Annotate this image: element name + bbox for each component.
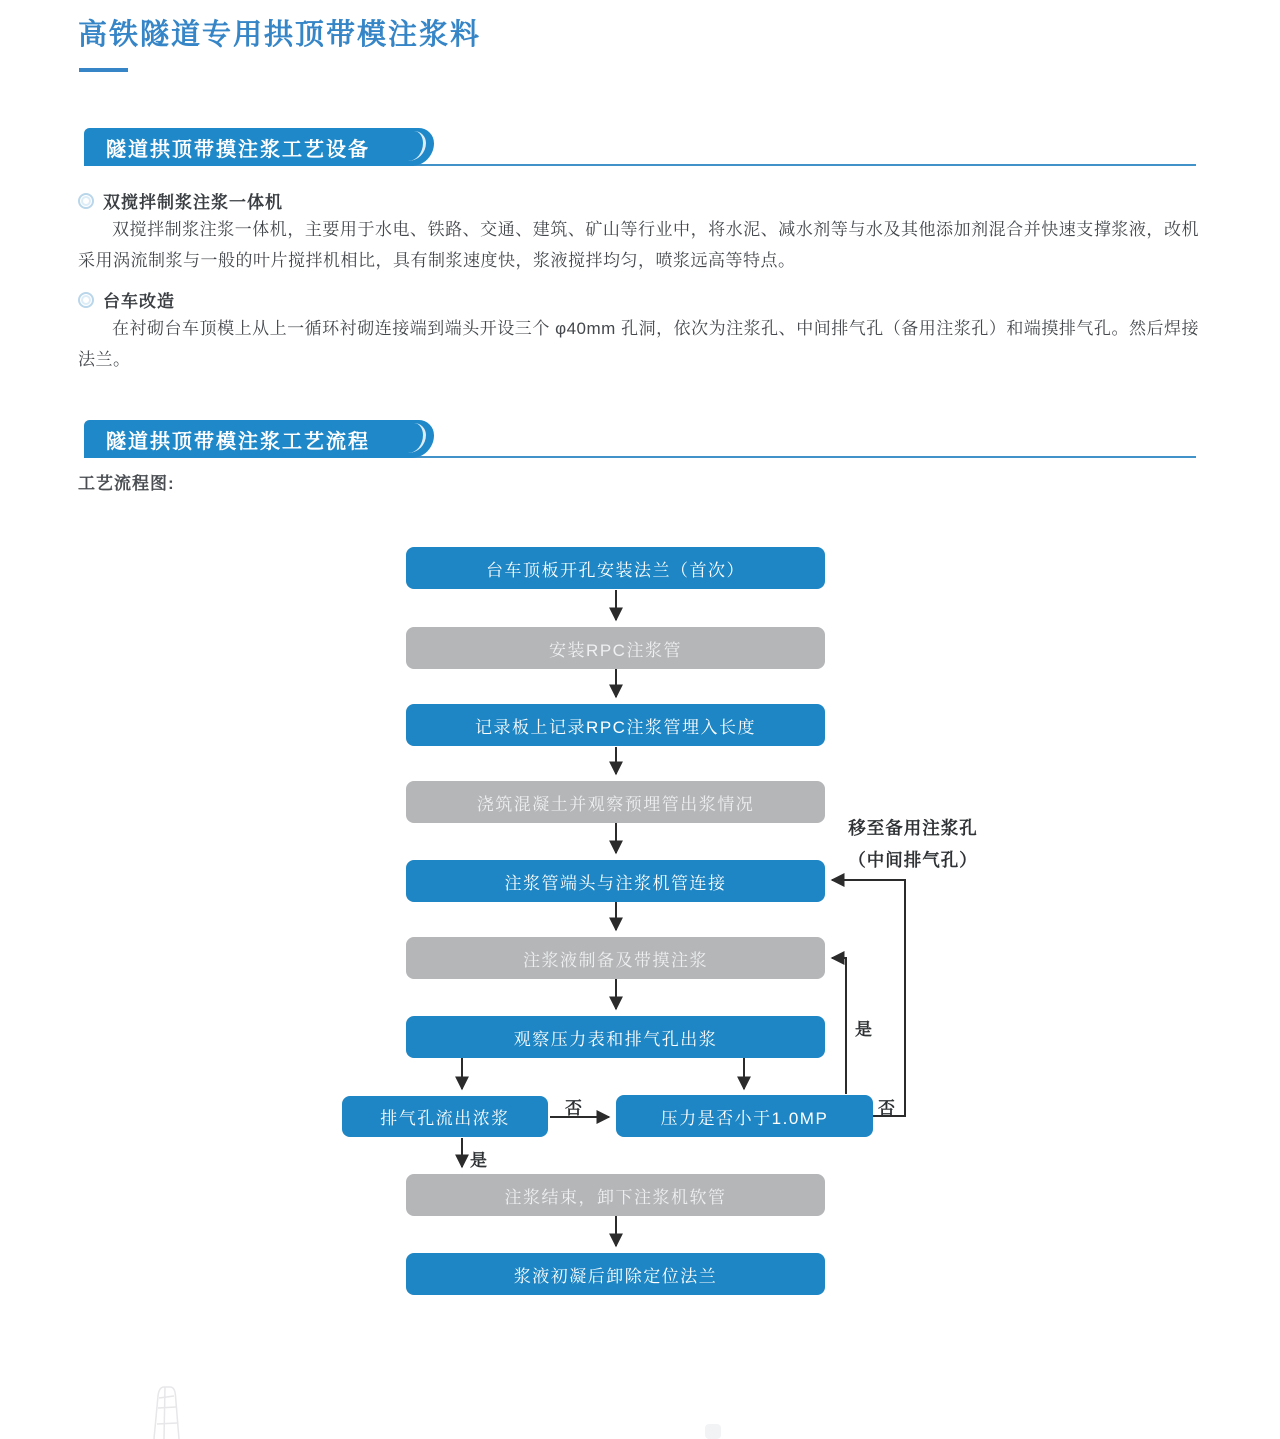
flow-decision-vent-thick-grout: 排气孔流出浓浆	[342, 1096, 548, 1137]
item-heading-mixer-text: 双搅拌制浆注浆一体机	[103, 193, 283, 212]
edge-label-yes-up: 是	[855, 1020, 872, 1039]
edge-label-no-right: 否	[878, 1099, 895, 1118]
item-heading-mixer	[78, 188, 283, 213]
title-underline	[79, 68, 128, 72]
flow-step-drill-install-flange: 台车顶板开孔安装法兰（首次）	[406, 547, 825, 589]
page-title: 高铁隧道专用拱顶带模注浆料	[78, 19, 482, 51]
flow-step-record-embed-length: 记录板上记录RPC注浆管埋入长度	[406, 704, 825, 746]
flow-decision-pressure-below-1mp: 压力是否小于1.0MP	[616, 1095, 873, 1137]
section-banner-equipment	[84, 128, 434, 166]
paragraph-trolley: 在衬砌台车顶模上从上一循环衬砌连接端到端头开设三个 φ40mm 孔洞，依次为注浆孔、中间排气孔（备用注浆孔）和端摸排气孔。然后焊接法兰。	[78, 319, 1199, 369]
tower-watermark	[140, 1384, 202, 1439]
paragraph-mixer: 双搅拌制浆注浆一体机，主要用于水电、铁路、交通、建筑、矿山等行业中，将水泥、减水剂等与水及其他添加剂混合并快速支撑浆液，改机采用涡流制浆与一般的叶片搅拌机相比，具有制浆速度快，浆液搅拌均匀，喷浆远高等特点。	[78, 220, 1199, 270]
item-heading-trolley	[78, 287, 175, 312]
flow-annotation-line2: （中间排气孔）	[848, 850, 978, 870]
ring-bullet-icon	[78, 193, 94, 209]
flow-step-remove-positioning-flange: 浆液初凝后卸除定位法兰	[406, 1253, 825, 1295]
flowchart-caption: 工艺流程图:	[78, 474, 175, 493]
edge-label-yes-down: 是	[470, 1151, 487, 1170]
section-banner-process-text: 隧道拱顶带模注浆工艺流程	[106, 430, 370, 453]
flow-step-observe-pressure-vent: 观察压力表和排气孔出浆	[406, 1016, 825, 1058]
flow-annotation-backup-hole	[838, 812, 988, 876]
flow-step-prepare-grout-inject: 注浆液制备及带摸注浆	[406, 937, 825, 979]
flow-step-pour-concrete-observe: 浇筑混凝土并观察预埋管出浆情况	[406, 781, 825, 823]
faint-smudge	[705, 1424, 721, 1439]
item-heading-trolley-text: 台车改造	[103, 292, 175, 311]
edge-label-no-middle: 否	[565, 1099, 582, 1118]
ring-bullet-icon	[78, 292, 94, 308]
flow-annotation-line1: 移至备用注浆孔	[848, 818, 978, 838]
flow-step-finish-remove-hose: 注浆结束，卸下注浆机软管	[406, 1174, 825, 1216]
section-banner-process	[84, 420, 434, 458]
section-banner-equipment-text: 隧道拱顶带摸注浆工艺设备	[106, 138, 370, 161]
flow-step-connect-grout-machine: 注浆管端头与注浆机管连接	[406, 860, 825, 902]
flow-step-install-rpc-pipe: 安装RPC注浆管	[406, 627, 825, 669]
